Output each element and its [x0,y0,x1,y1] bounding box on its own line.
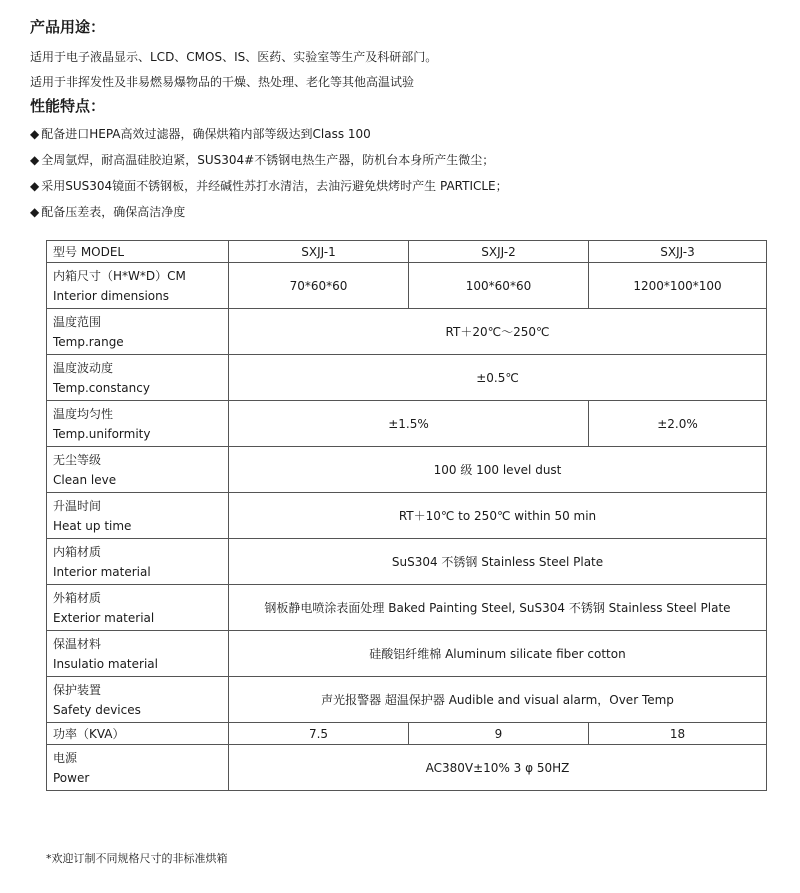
row-label-cn: 温度范围 [53,314,102,329]
table-row [47,355,767,401]
value-cell: RT＋20℃～250℃ [229,309,767,355]
row-label-cn: 外箱材质 [53,590,102,605]
table-row [47,401,767,447]
value-cell: 100 级 100 level dust [229,447,767,493]
value-cell: ±0.5℃ [229,355,767,401]
row-label-cn: 内箱尺寸（H*W*D）CM [53,268,186,283]
footnote: *欢迎订制不同规格尺寸的非标准烘箱 [46,852,228,865]
feature-text: 配备压差表，确保高洁净度 [41,205,186,219]
row-label [47,631,229,677]
row-label [47,539,229,585]
row-label-en: Insulatio material [53,656,158,671]
row-label-en: Clean leve [53,472,117,487]
row-label-cn: 保温材料 [53,636,102,651]
feature-text: 全周氩焊，耐高温硅胶迫紧，SUS304#不锈钢电热生产器，防机台本身所产生微尘； [41,153,495,167]
value-cell: SuS304 不锈钢 Stainless Steel Plate [229,539,767,585]
dims-cell: 1200*100*100 [589,263,767,309]
row-label [47,401,229,447]
feature-item [30,124,371,144]
dims-cell: 70*60*60 [229,263,409,309]
row-label-cn: 保护装置 [53,682,102,697]
row-label [47,309,229,355]
diamond-bullet-icon: ◆ [30,205,40,219]
features-heading: 性能特点： [30,97,106,115]
row-label-en: Temp.constancy [53,380,150,395]
table-row [47,723,767,745]
table-row [47,493,767,539]
table-row [47,677,767,723]
table-row [47,745,767,791]
diamond-bullet-icon: ◆ [30,127,40,141]
row-label-en: Safety devices [53,702,141,717]
row-label-cn: 电源 [53,750,78,765]
feature-item [30,150,494,170]
row-label [47,677,229,723]
row-label [47,447,229,493]
dims-cell: 100*60*60 [409,263,589,309]
diamond-bullet-icon: ◆ [30,153,40,167]
table-row [47,585,767,631]
value-cell: 声光报警器 超温保护器 Audible and visual alarm，Over Temp [229,677,767,723]
row-label-en: Interior dimensions [53,288,170,303]
usage-heading: 产品用途： [30,18,106,36]
row-label-cn: 内箱材质 [53,544,102,559]
model-label: 型号 MODEL [47,241,229,263]
table-row [47,631,767,677]
feature-item [30,176,508,196]
power-kva-cell: 18 [589,723,767,745]
row-label [47,745,229,791]
model-cell: SXJJ-3 [589,241,767,263]
usage-line-2: 适用于非挥发性及非易燃易爆物品的干燥、热处理、老化等其他高温试验 [30,75,415,89]
row-label-en: Temp.uniformity [53,426,151,441]
row-label-cn: 温度波动度 [53,360,114,375]
row-label [47,585,229,631]
power-kva-cell: 7.5 [229,723,409,745]
diamond-bullet-icon: ◆ [30,179,40,193]
feature-text: 采用SUS304镜面不锈钢板，并经碱性苏打水清洁，去油污避免烘烤时产生 PARTICLE； [41,179,508,193]
value-cell: 钢板静电喷涂表面处理 Baked Painting Steel, SuS304 不锈钢 Stainless Steel Plate [229,585,767,631]
model-cell: SXJJ-2 [409,241,589,263]
power-kva-cell: 9 [409,723,589,745]
row-label [47,355,229,401]
row-label-en: Temp.range [53,334,124,349]
table-row [47,263,767,309]
table-row [47,241,767,263]
value-cell: ±1.5% [229,401,589,447]
row-label [47,263,229,309]
row-label [47,493,229,539]
power-kva-label: 功率（KVA） [47,723,229,745]
value-cell: AC380V±10% 3 φ 50HZ [229,745,767,791]
value-cell: 硅酸铝纤维棉 Aluminum silicate fiber cotton [229,631,767,677]
feature-item [30,202,185,222]
table-row [47,309,767,355]
row-label-en: Exterior material [53,610,155,625]
usage-line-1: 适用于电子液晶显示、LCD、CMOS、IS、医药、实验室等生产及科研部门。 [30,50,438,64]
value-cell: ±2.0% [589,401,767,447]
row-label-cn: 温度均匀性 [53,406,114,421]
row-label-en: Heat up time [53,518,132,533]
row-label-cn: 无尘等级 [53,452,102,467]
row-label-en: Power [53,770,90,785]
feature-text: 配备进口HEPA高效过滤器，确保烘箱内部等级达到Class 100 [41,127,371,141]
table-row [47,447,767,493]
row-label-cn: 升温时间 [53,498,102,513]
row-label-en: Interior material [53,564,151,579]
value-cell: RT＋10℃ to 250℃ within 50 min [229,493,767,539]
model-cell: SXJJ-1 [229,241,409,263]
spec-table [46,240,767,791]
table-row [47,539,767,585]
